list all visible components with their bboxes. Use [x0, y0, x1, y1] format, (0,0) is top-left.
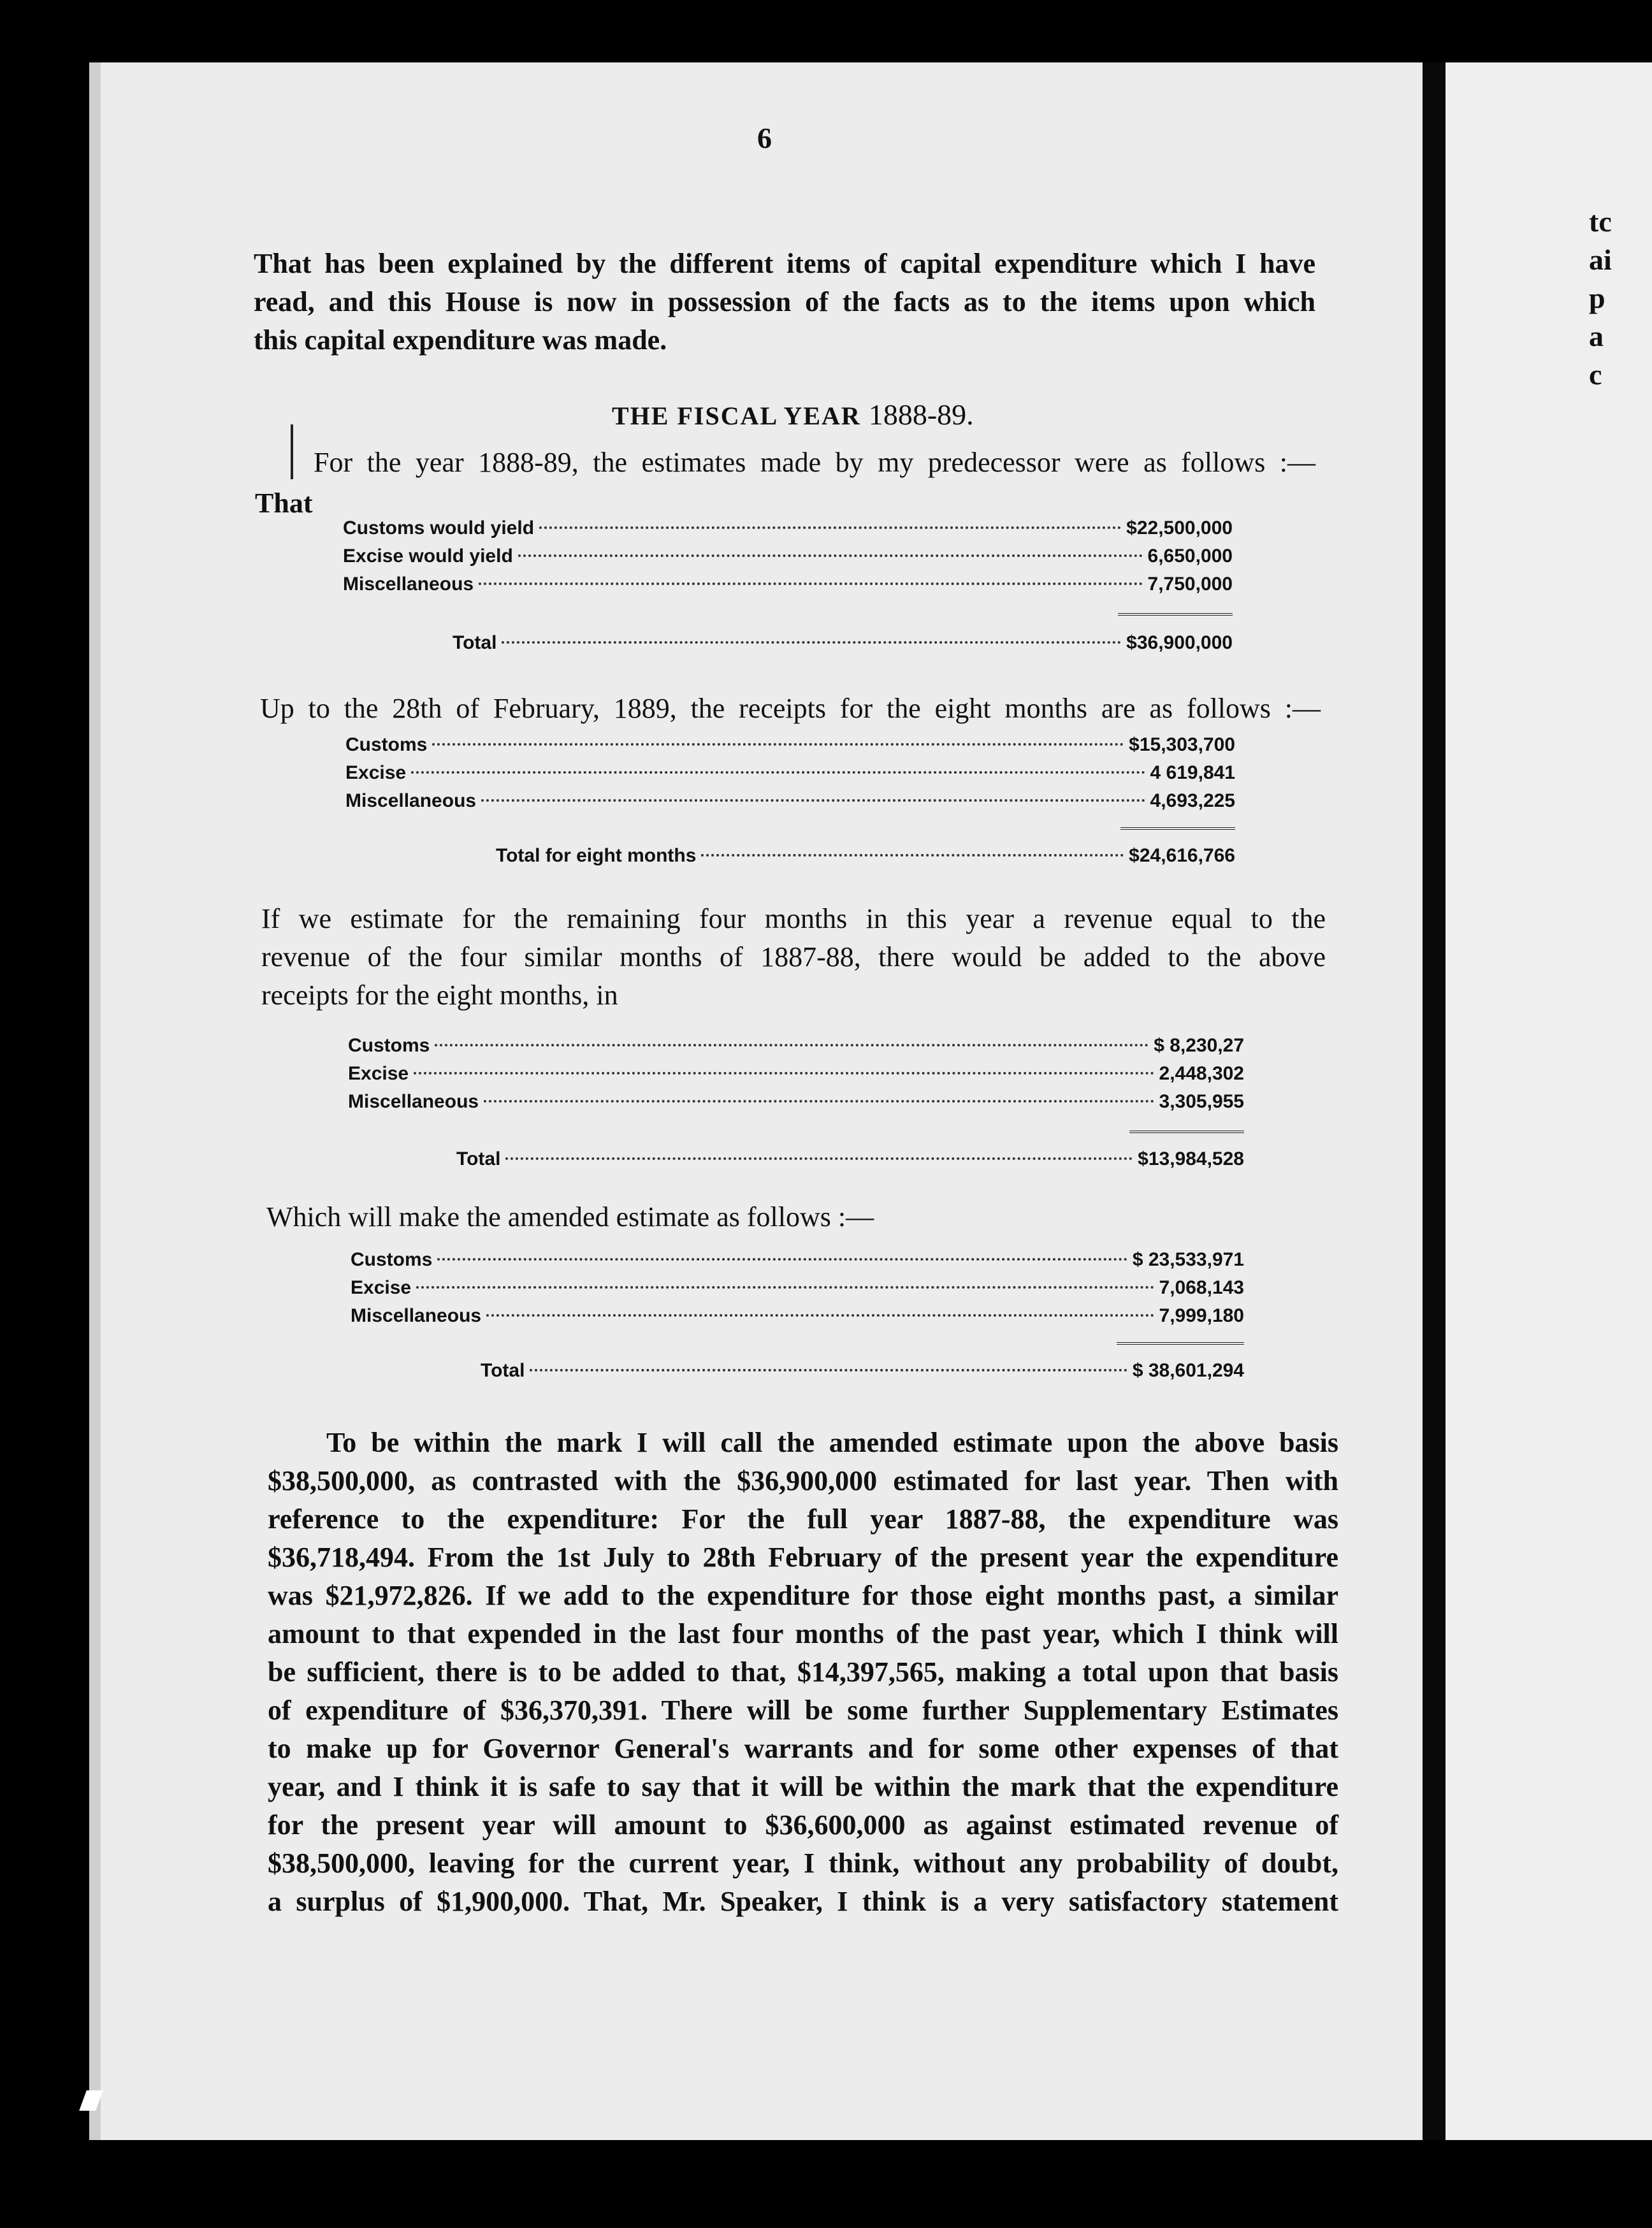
table-row: [348, 1035, 1244, 1063]
leader-dots: [432, 743, 1124, 746]
leader-dots: [435, 1044, 1148, 1046]
leader-dots: [414, 1072, 1154, 1074]
sum-rule: [1129, 1131, 1244, 1139]
row-label: Excise: [351, 1277, 412, 1298]
total-amount: $ 38,601,294: [1132, 1360, 1244, 1381]
text-line: That has been explained by the different items of capital expenditure which I have: [254, 248, 1315, 279]
fragment-line: c: [1589, 358, 1602, 391]
text-line: If we estimate for the remaining four months in this year a revenue equal to the: [261, 903, 1326, 934]
margin-mark: [291, 424, 293, 479]
page-gutter: [1423, 62, 1446, 2140]
row-amount: 4,693,225: [1150, 790, 1235, 811]
row-label: Miscellaneous: [351, 1305, 482, 1326]
leader-dots: [437, 1258, 1127, 1261]
table-row: [345, 762, 1235, 790]
leader-dots: [416, 1286, 1154, 1289]
text-line: $38,500,000, as contrasted with the $36,900,000 estimated for last year. Then with: [268, 1465, 1338, 1496]
row-label: Miscellaneous: [343, 574, 474, 595]
text-line: be sufficient, there is to be added to that, $14,397,565, making a total upon that basis: [268, 1656, 1338, 1688]
total-label: Total: [456, 1148, 501, 1169]
paragraph-expenditure: [268, 1424, 1338, 1921]
page-number: 6: [757, 122, 772, 154]
text-line: Up to the 28th of February, 1889, the receipts for the eight months are as follows :—: [260, 693, 1321, 724]
text-line: read, and this House is now in possession of the facts as to the items upon which: [254, 286, 1315, 317]
row-amount: 6,650,000: [1147, 546, 1233, 567]
row-label: Miscellaneous: [345, 790, 477, 811]
paragraph-amended: [266, 1198, 874, 1236]
leader-dots: [481, 799, 1145, 802]
receipts-table: [345, 734, 1235, 876]
table-row: [345, 790, 1235, 818]
fragment-line: tc: [1589, 205, 1612, 238]
row-label: Customs: [351, 1249, 433, 1270]
total-label: Total for eight months: [496, 845, 697, 866]
leader-dots: [701, 854, 1124, 857]
row-amount: 3,305,955: [1159, 1091, 1244, 1112]
text-line: revenue of the four similar months of 1887-88, there would be added to the above: [261, 941, 1326, 973]
text-line: year, and I think it is safe to say that it will be within the mark that the expenditure: [268, 1771, 1338, 1802]
table-row: [345, 734, 1235, 762]
row-amount: $ 8,230,27: [1154, 1035, 1244, 1056]
text-line: $38,500,000, leaving for the current year, I think, without any probability of doubt,: [268, 1848, 1338, 1879]
total-amount: $24,616,766: [1129, 845, 1235, 866]
table-row: [351, 1305, 1244, 1333]
row-amount: 4 619,841: [1150, 762, 1235, 783]
facing-page-fragments: [1589, 203, 1612, 394]
text-line: a surplus of $1,900,000. That, Mr. Speaker, I think is a very satisfactory statement: [268, 1886, 1338, 1917]
row-label: Customs would yield: [343, 517, 535, 539]
table-row: [343, 546, 1233, 574]
estimates-table: [343, 517, 1233, 663]
paragraph-remaining-months: [261, 900, 1326, 1015]
total-row: [496, 845, 1235, 876]
sum-rule: [1117, 1342, 1244, 1351]
total-label: Total: [453, 632, 497, 653]
heading-prefix: THE FISCAL YEAR: [612, 401, 861, 430]
text-line: Which will make the amended estimate as follows :—: [266, 1201, 874, 1233]
text-line: That: [255, 488, 313, 519]
fragment-line: ai: [1589, 243, 1612, 276]
text-line: For the year 1888-89, the estimates made by my predecessor were as follows :—: [314, 447, 1315, 478]
row-amount: 7,750,000: [1147, 574, 1233, 595]
sum-rule: [1120, 827, 1235, 836]
table-row: [348, 1091, 1244, 1119]
amended-estimate-table: [351, 1249, 1244, 1391]
row-amount: 7,999,180: [1159, 1305, 1244, 1326]
row-amount: 2,448,302: [1159, 1063, 1244, 1084]
total-row: [481, 1360, 1244, 1391]
total-amount: $13,984,528: [1138, 1148, 1244, 1169]
leader-dots: [484, 1100, 1154, 1103]
row-label: Excise: [348, 1063, 409, 1084]
text-line: of expenditure of $36,370,391. There will be some further Supplementary Estimates: [268, 1695, 1338, 1726]
sum-rule: [1118, 613, 1233, 622]
leader-dots: [411, 771, 1145, 774]
text-line: receipts for the eight months, in: [261, 980, 618, 1011]
paragraph-receipts: [260, 690, 1321, 728]
additional-revenue-table: [348, 1035, 1244, 1179]
leader-dots: [502, 641, 1121, 644]
section-heading: [612, 398, 974, 431]
text-line: To be within the mark I will call the amended estimate upon the above basis: [326, 1427, 1338, 1458]
table-row: [343, 574, 1233, 602]
text-line: $36,718,494. From the 1st July to 28th February of the present year the expenditure: [268, 1542, 1338, 1573]
fragment-line: a: [1589, 320, 1604, 352]
row-label: Excise: [345, 762, 407, 783]
leader-dots: [539, 526, 1121, 529]
table-row: [351, 1249, 1244, 1277]
total-label: Total: [481, 1360, 525, 1381]
text-line: amount to that expended in the last four months of the past year, which I think will: [268, 1618, 1338, 1649]
leader-dots: [530, 1369, 1127, 1371]
leader-dots: [479, 582, 1142, 585]
paragraph-that: [255, 484, 312, 523]
fragment-line: p: [1589, 282, 1605, 314]
row-label: Miscellaneous: [348, 1091, 479, 1112]
leader-dots: [505, 1157, 1133, 1160]
text-line: was $21,972,826. If we add to the expenditure for those eight months past, a similar: [268, 1580, 1338, 1611]
row-amount: $15,303,700: [1129, 734, 1235, 755]
leader-dots: [518, 554, 1143, 557]
text-line: for the present year will amount to $36,600,000 as against estimated revenue of: [268, 1809, 1338, 1841]
row-amount: $22,500,000: [1126, 517, 1233, 539]
row-label: Customs: [348, 1035, 430, 1056]
leader-dots: [486, 1314, 1154, 1317]
total-amount: $36,900,000: [1126, 632, 1233, 653]
table-row: [351, 1277, 1244, 1305]
row-amount: $ 23,533,971: [1132, 1249, 1244, 1270]
row-label: Customs: [345, 734, 428, 755]
text-line: to make up for Governor General's warrants and for some other expenses of that: [268, 1733, 1338, 1764]
row-amount: 7,068,143: [1159, 1277, 1244, 1298]
table-row: [348, 1063, 1244, 1091]
total-row: [456, 1148, 1244, 1179]
intro-paragraph: [254, 245, 1315, 359]
facing-page: [1446, 62, 1652, 2140]
total-row: [453, 632, 1233, 663]
text-line: reference to the expenditure: For the full year 1887-88, the expenditure was: [268, 1503, 1338, 1535]
row-label: Excise would yield: [343, 546, 513, 567]
table-row: [343, 517, 1233, 546]
text-line: this capital expenditure was made.: [254, 324, 667, 356]
heading-year: 1888-89.: [868, 398, 974, 431]
paragraph-estimates-intro: [314, 444, 1315, 482]
